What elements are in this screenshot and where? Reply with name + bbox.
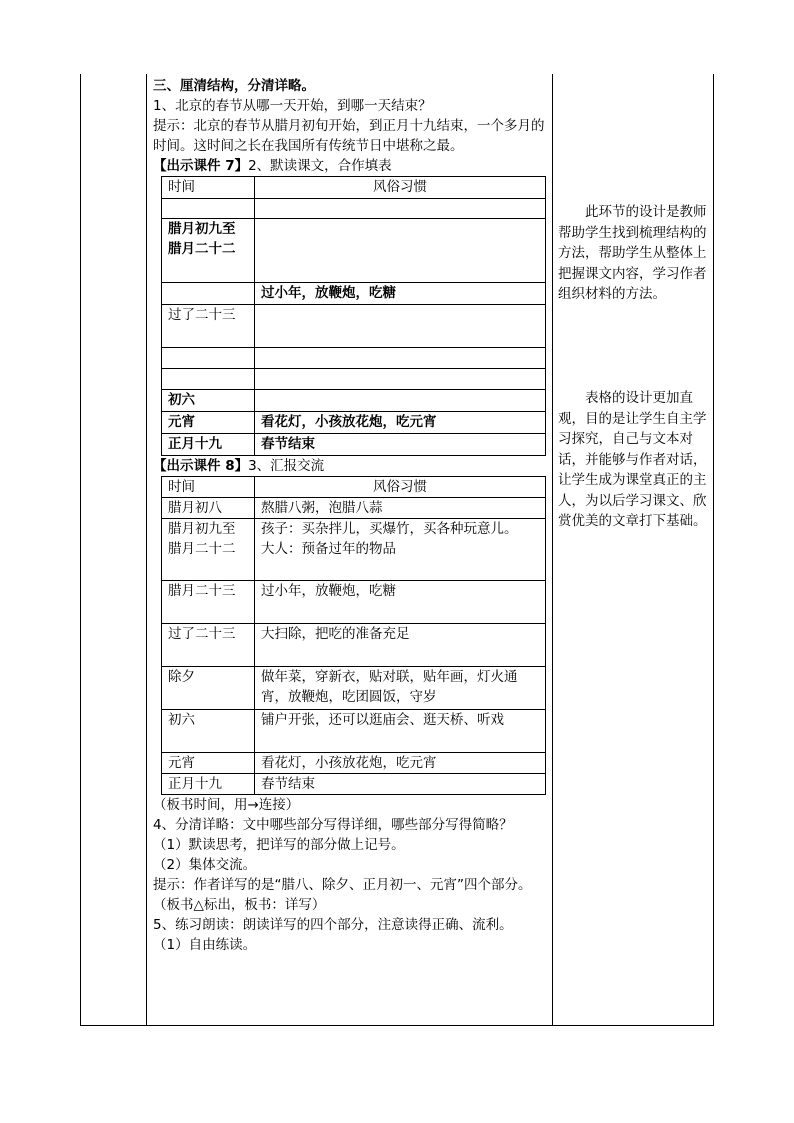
table2-time-cell: 腊月二十三: [162, 581, 255, 624]
table2-customs-cell: 孩子：买杂拌儿，买爆竹，买各种玩意儿。 大人：预备过年的物品: [255, 519, 546, 581]
question-4-step-2: （2）集体交流。: [153, 857, 257, 873]
outer-border-bottom: [80, 1025, 714, 1026]
design-note-structure-text: 此环节的设计是教师帮助学生找到梳理结构的方法，帮助学生从整体上把握课文内容，学习作者组织材料的方法。: [558, 204, 707, 302]
table1-time-cell: 初六: [162, 390, 255, 412]
table1-time-cell: 元宵: [162, 412, 255, 434]
table1-customs-cell: 春节结束: [255, 434, 546, 456]
table1-time-cell: 正月十九: [162, 434, 255, 456]
table1-customs-cell: [255, 199, 546, 219]
question-5-step-1: （1）自由练读。: [153, 937, 257, 953]
design-note-table-text: 表格的设计更加直观，目的是让学生自主学习探究，自己与文本对话，并能够与作者对话，让学生成为课堂真正的主人，为以后学习课文、欣赏优美的文章打下基础。: [558, 390, 707, 529]
table1-time-cell: [162, 348, 255, 369]
hint-1: 提示：北京的春节从腊月初旬开始，到正月十九结束，一个多月的时间。这时间之长在我国所有传统节日中堪称之最。: [153, 118, 545, 154]
design-note-structure: [558, 202, 708, 305]
table2-customs-cell: 做年菜，穿新衣，贴对联，贴年画，灯火通宵，放鞭炮，吃团圆饭，守岁: [255, 667, 546, 710]
table1-customs-cell: [255, 369, 546, 390]
table2-time-cell: 除夕: [162, 667, 255, 710]
table1-customs-cell: 看花灯，小孩放花炮，吃元宵: [255, 412, 546, 434]
fill-in-table: [161, 176, 546, 456]
table2-time-cell: 元宵: [162, 753, 255, 774]
table2-customs-cell: 春节结束: [255, 774, 546, 795]
courseware-tag-8: 【出示课件 8】: [153, 458, 249, 474]
task-2-text: 2、默读课文，合作填表: [248, 158, 392, 174]
column-divider-2: [552, 74, 553, 1026]
table1-time-cell: 腊月初九至腊月二十二: [162, 219, 255, 283]
lesson-content: [153, 76, 549, 955]
table2-customs-cell: 熬腊八粥，泡腊八蒜: [255, 498, 546, 519]
courseware-tag-7: 【出示课件 7】: [153, 158, 249, 174]
design-note-table: [558, 388, 708, 532]
table2-time-cell: 正月十九: [162, 774, 255, 795]
table2-header-time: 时间: [162, 477, 255, 498]
column-divider-1: [146, 74, 147, 1026]
question-4: 4、分清详略：文中哪些部分写得详细，哪些部分写得简略？: [153, 817, 513, 833]
task-2: [153, 156, 549, 176]
table2-time-cell: 腊月初九至腊月二十二: [162, 519, 255, 581]
table1-customs-cell: [255, 219, 546, 283]
table2-customs-cell: 大扫除，把吃的准备充足: [255, 624, 546, 667]
table1-customs-cell: [255, 305, 546, 348]
question-4-step-1: （1）默读思考，把详写的部分做上记号。: [153, 837, 405, 853]
answer-table: [161, 476, 546, 795]
outer-border-right: [713, 74, 714, 1026]
table2-customs-cell: 过小年，放鞭炮，吃糖: [255, 581, 546, 624]
section-title: 三、厘清结构，分清详略。: [153, 78, 315, 94]
table2-customs-cell: 看花灯，小孩放花炮，吃元宵: [255, 753, 546, 774]
table1-time-cell: [162, 199, 255, 219]
table1-header-customs: 风俗习惯: [255, 177, 546, 199]
outer-border-left: [80, 74, 81, 1026]
question-5: 5、练习朗读：朗读详写的四个部分，注意读得正确、流利。: [153, 917, 513, 933]
task-3: [153, 456, 549, 476]
table2-time-cell: 初六: [162, 710, 255, 753]
table1-time-cell: 过了二十三: [162, 305, 255, 348]
table1-customs-cell: [255, 348, 546, 369]
table2-customs-cell: 铺户开张，还可以逛庙会、逛天桥、听戏: [255, 710, 546, 753]
table1-customs-cell: 过小年，放鞭炮，吃糖: [255, 283, 546, 305]
question-1: 1、北京的春节从哪一天开始，到哪一天结束？: [153, 98, 432, 114]
hint-4: 提示：作者详写的是“腊八、除夕、正月初一、元宵”四个部分。（板书△标出，板书：详写）: [153, 877, 532, 913]
table2-time-cell: 过了二十三: [162, 624, 255, 667]
task-3-text: 3、汇报交流: [248, 458, 325, 474]
table2-time-cell: 腊月初八: [162, 498, 255, 519]
board-note: （板书时间，用→连接）: [153, 797, 300, 813]
table1-customs-cell: [255, 390, 546, 412]
table1-time-cell: [162, 283, 255, 305]
table1-time-cell: [162, 369, 255, 390]
table2-header-customs: 风俗习惯: [255, 477, 546, 498]
table1-header-time: 时间: [162, 177, 255, 199]
